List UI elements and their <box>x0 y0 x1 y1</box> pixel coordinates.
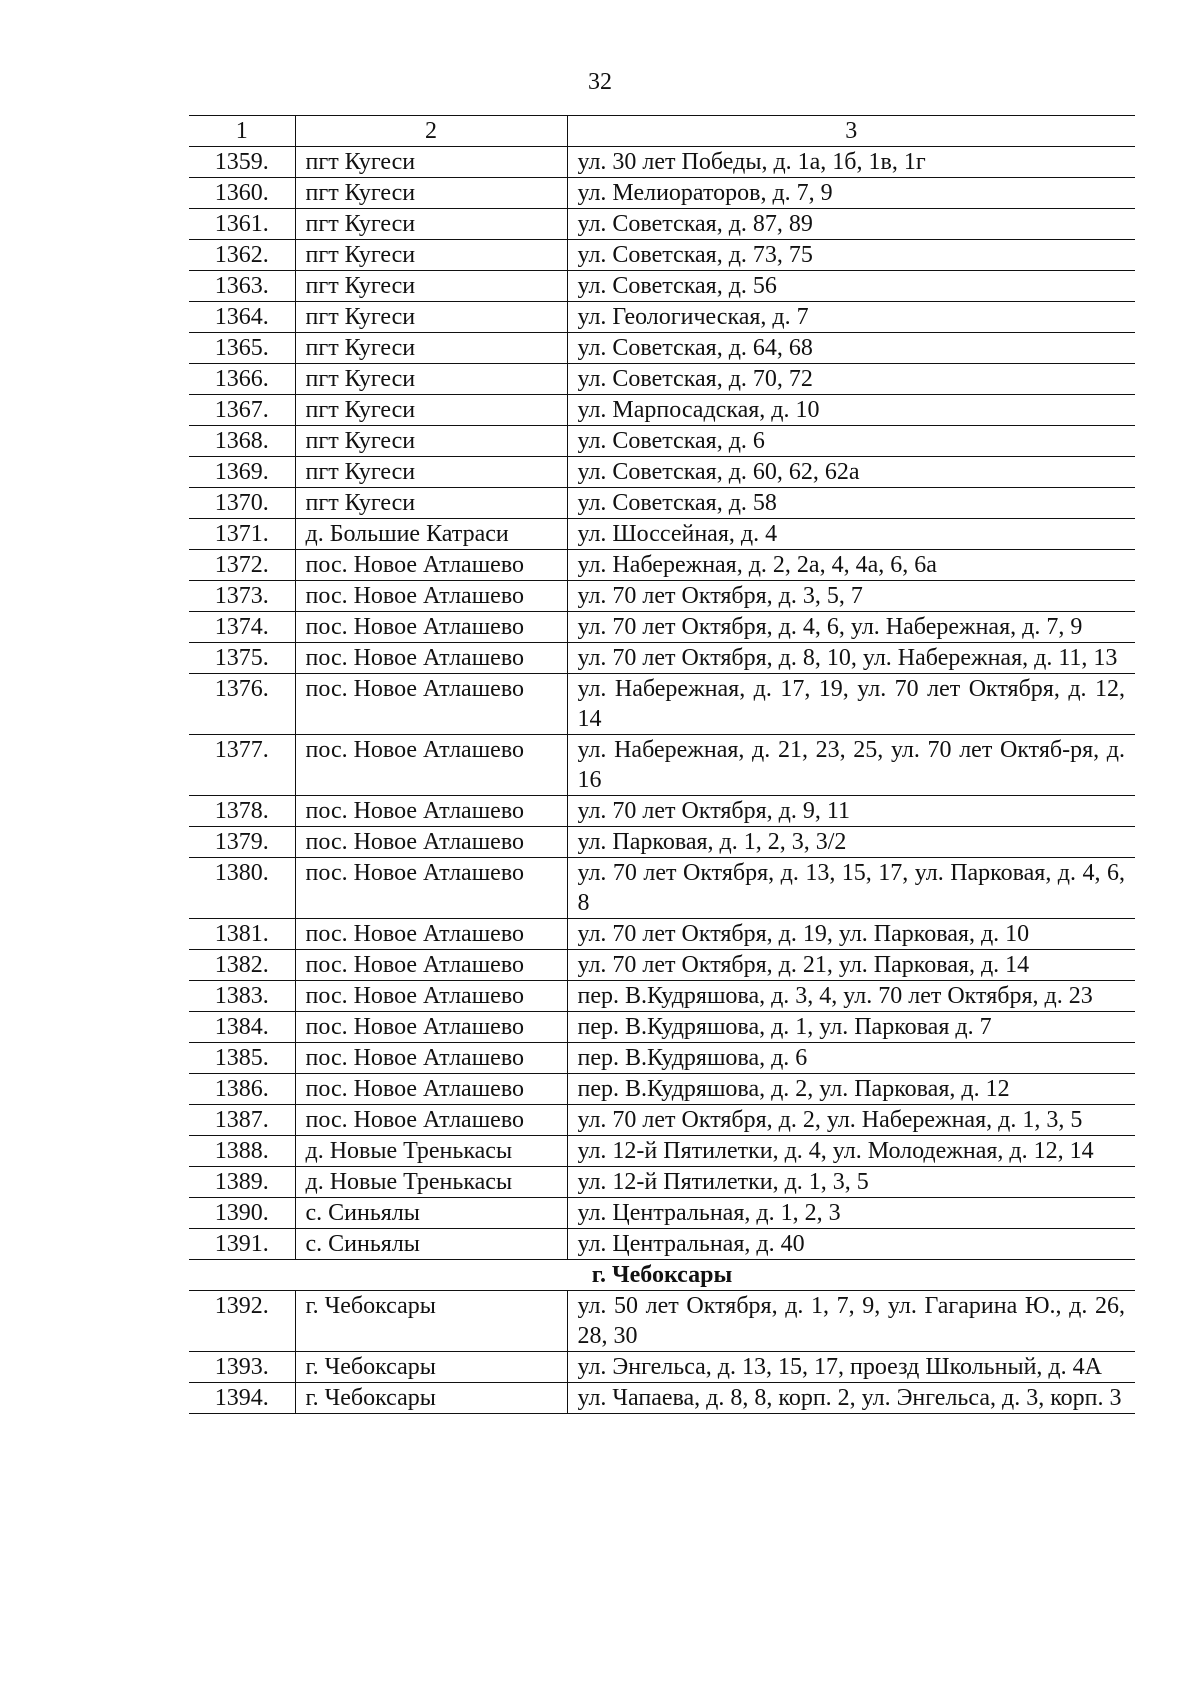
row-number: 1390. <box>214 1200 269 1226</box>
row-locality: с. Синьялы <box>295 1229 567 1260</box>
column-header-locality: 2 <box>295 116 567 147</box>
row-number: 1372. <box>214 552 269 578</box>
table-header-row <box>189 116 1135 147</box>
table-row <box>189 426 1135 457</box>
row-address: ул. 70 лет Октября, д. 21, ул. Парковая, д. 14 <box>567 950 1135 981</box>
row-locality: пос. Новое Атлашево <box>295 1074 567 1105</box>
column-header-number: 1 <box>235 118 248 144</box>
row-address: ул. 30 лет Победы, д. 1а, 1б, 1в, 1г <box>567 147 1135 178</box>
row-address: ул. Советская, д. 56 <box>567 271 1135 302</box>
row-number: 1362. <box>214 242 269 268</box>
page-number: 32 <box>588 69 612 95</box>
row-number: 1386. <box>214 1076 269 1102</box>
table-row <box>189 981 1135 1012</box>
row-locality: пос. Новое Атлашево <box>295 919 567 950</box>
row-number: 1377. <box>214 737 269 763</box>
row-locality: пгт Кугеси <box>295 395 567 426</box>
row-address: ул. Парковая, д. 1, 2, 3, 3/2 <box>567 827 1135 858</box>
row-locality: пгт Кугеси <box>295 271 567 302</box>
row-number: 1369. <box>214 459 269 485</box>
row-locality: г. Чебоксары <box>295 1352 567 1383</box>
row-address: ул. Набережная, д. 21, 23, 25, ул. 70 лет Октяб-ря, д. 16 <box>567 735 1135 796</box>
row-locality: пос. Новое Атлашево <box>295 612 567 643</box>
row-locality: пгт Кугеси <box>295 457 567 488</box>
table-row <box>189 271 1135 302</box>
row-address: ул. 70 лет Октября, д. 4, 6, ул. Набережная, д. 7, 9 <box>567 612 1135 643</box>
row-locality: пос. Новое Атлашево <box>295 735 567 796</box>
row-address: ул. 70 лет Октября, д. 2, ул. Набережная, д. 1, 3, 5 <box>567 1105 1135 1136</box>
row-number: 1394. <box>214 1385 269 1411</box>
row-locality: пос. Новое Атлашево <box>295 796 567 827</box>
table-row <box>189 1198 1135 1229</box>
row-locality: пос. Новое Атлашево <box>295 981 567 1012</box>
row-address: ул. Геологическая, д. 7 <box>567 302 1135 333</box>
row-number: 1373. <box>214 583 269 609</box>
table-row <box>189 1167 1135 1198</box>
row-number: 1363. <box>214 273 269 299</box>
table-row <box>189 581 1135 612</box>
table-row <box>189 333 1135 364</box>
table-row <box>189 302 1135 333</box>
row-address: ул. Набережная, д. 17, 19, ул. 70 лет Октября, д. 12, 14 <box>567 674 1135 735</box>
table-row <box>189 364 1135 395</box>
row-number: 1364. <box>214 304 269 330</box>
table-row <box>189 643 1135 674</box>
row-address: ул. Центральная, д. 1, 2, 3 <box>567 1198 1135 1229</box>
row-address: ул. Набережная, д. 2, 2а, 4, 4а, 6, 6а <box>567 550 1135 581</box>
row-number: 1392. <box>214 1293 269 1319</box>
table-row <box>189 1383 1135 1414</box>
row-locality: пос. Новое Атлашево <box>295 674 567 735</box>
row-address: ул. 70 лет Октября, д. 9, 11 <box>567 796 1135 827</box>
table-body <box>189 147 1135 1414</box>
row-number: 1391. <box>214 1231 269 1257</box>
column-header-address: 3 <box>567 116 1135 147</box>
row-address: ул. Мелиораторов, д. 7, 9 <box>567 178 1135 209</box>
table-row <box>189 735 1135 796</box>
table-row <box>189 1105 1135 1136</box>
table-row <box>189 488 1135 519</box>
address-table <box>189 115 1135 1414</box>
table-row <box>189 612 1135 643</box>
row-address: ул. Чапаева, д. 8, 8, корп. 2, ул. Энгельса, д. 3, корп. 3 <box>567 1383 1135 1414</box>
row-locality: пос. Новое Атлашево <box>295 1043 567 1074</box>
row-address: пер. В.Кудряшова, д. 6 <box>567 1043 1135 1074</box>
row-locality: пгт Кугеси <box>295 302 567 333</box>
table-row <box>189 1229 1135 1260</box>
row-number: 1368. <box>214 428 269 454</box>
table-row <box>189 950 1135 981</box>
row-locality: пгт Кугеси <box>295 426 567 457</box>
row-locality: пос. Новое Атлашево <box>295 550 567 581</box>
row-number: 1370. <box>214 490 269 516</box>
row-locality: пос. Новое Атлашево <box>295 643 567 674</box>
row-address: пер. В.Кудряшова, д. 3, 4, ул. 70 лет Октября, д. 23 <box>567 981 1135 1012</box>
row-number: 1380. <box>214 860 269 886</box>
table-row <box>189 1012 1135 1043</box>
row-number: 1382. <box>214 952 269 978</box>
row-address: ул. 70 лет Октября, д. 3, 5, 7 <box>567 581 1135 612</box>
row-address: пер. В.Кудряшова, д. 2, ул. Парковая, д. 12 <box>567 1074 1135 1105</box>
row-address: ул. Советская, д. 87, 89 <box>567 209 1135 240</box>
row-address: ул. Шоссейная, д. 4 <box>567 519 1135 550</box>
row-number: 1365. <box>214 335 269 361</box>
section-title: г. Чебоксары <box>591 1262 733 1288</box>
row-address: ул. Энгельса, д. 13, 15, 17, проезд Школьный, д. 4А <box>567 1352 1135 1383</box>
row-address: ул. 50 лет Октября, д. 1, 7, 9, ул. Гагарина Ю., д. 26, 28, 30 <box>567 1291 1135 1352</box>
table-row <box>189 674 1135 735</box>
row-locality: пгт Кугеси <box>295 364 567 395</box>
table-row <box>189 240 1135 271</box>
row-number: 1374. <box>214 614 269 640</box>
row-number: 1388. <box>214 1138 269 1164</box>
table-row <box>189 457 1135 488</box>
row-locality: пгт Кугеси <box>295 488 567 519</box>
table-row <box>189 1074 1135 1105</box>
row-locality: пос. Новое Атлашево <box>295 581 567 612</box>
row-number: 1360. <box>214 180 269 206</box>
row-number: 1385. <box>214 1045 269 1071</box>
row-address: ул. Марпосадская, д. 10 <box>567 395 1135 426</box>
row-address: ул. 12-й Пятилетки, д. 4, ул. Молодежная, д. 12, 14 <box>567 1136 1135 1167</box>
section-header-row <box>189 1260 1135 1291</box>
row-address: ул. Советская, д. 58 <box>567 488 1135 519</box>
row-address: ул. Советская, д. 70, 72 <box>567 364 1135 395</box>
row-locality: пос. Новое Атлашево <box>295 1105 567 1136</box>
row-locality: с. Синьялы <box>295 1198 567 1229</box>
row-number: 1367. <box>214 397 269 423</box>
row-address: ул. 12-й Пятилетки, д. 1, 3, 5 <box>567 1167 1135 1198</box>
row-locality: г. Чебоксары <box>295 1291 567 1352</box>
row-address: ул. 70 лет Октября, д. 13, 15, 17, ул. Парковая, д. 4, 6, 8 <box>567 858 1135 919</box>
row-number: 1393. <box>214 1354 269 1380</box>
row-number: 1371. <box>214 521 269 547</box>
table-row <box>189 395 1135 426</box>
row-locality: пгт Кугеси <box>295 147 567 178</box>
row-number: 1359. <box>214 149 269 175</box>
row-number: 1361. <box>214 211 269 237</box>
row-address: ул. Советская, д. 6 <box>567 426 1135 457</box>
row-address: ул. 70 лет Октября, д. 8, 10, ул. Набережная, д. 11, 13 <box>567 643 1135 674</box>
row-address: ул. 70 лет Октября, д. 19, ул. Парковая, д. 10 <box>567 919 1135 950</box>
row-locality: пгт Кугеси <box>295 240 567 271</box>
table-row <box>189 178 1135 209</box>
table-row <box>189 1043 1135 1074</box>
row-locality: пгт Кугеси <box>295 209 567 240</box>
row-number: 1379. <box>214 829 269 855</box>
table-row <box>189 1291 1135 1352</box>
row-address: ул. Советская, д. 64, 68 <box>567 333 1135 364</box>
table-row <box>189 1136 1135 1167</box>
row-number: 1384. <box>214 1014 269 1040</box>
row-number: 1389. <box>214 1169 269 1195</box>
table-row <box>189 209 1135 240</box>
row-address: ул. Советская, д. 60, 62, 62а <box>567 457 1135 488</box>
row-locality: пос. Новое Атлашево <box>295 858 567 919</box>
row-locality: г. Чебоксары <box>295 1383 567 1414</box>
row-number: 1387. <box>214 1107 269 1133</box>
row-address: ул. Центральная, д. 40 <box>567 1229 1135 1260</box>
table-row <box>189 796 1135 827</box>
row-locality: д. Новые Тренькасы <box>295 1136 567 1167</box>
row-locality: пгт Кугеси <box>295 178 567 209</box>
row-address: пер. В.Кудряшова, д. 1, ул. Парковая д. 7 <box>567 1012 1135 1043</box>
table-row <box>189 519 1135 550</box>
row-locality: пгт Кугеси <box>295 333 567 364</box>
row-address: ул. Советская, д. 73, 75 <box>567 240 1135 271</box>
row-number: 1375. <box>214 645 269 671</box>
table-row <box>189 858 1135 919</box>
table-row <box>189 919 1135 950</box>
table-row <box>189 147 1135 178</box>
row-locality: пос. Новое Атлашево <box>295 950 567 981</box>
row-number: 1366. <box>214 366 269 392</box>
row-locality: д. Новые Тренькасы <box>295 1167 567 1198</box>
row-number: 1378. <box>214 798 269 824</box>
row-locality: д. Большие Катраси <box>295 519 567 550</box>
row-locality: пос. Новое Атлашево <box>295 827 567 858</box>
table-row <box>189 827 1135 858</box>
table-row <box>189 1352 1135 1383</box>
row-locality: пос. Новое Атлашево <box>295 1012 567 1043</box>
table-row <box>189 550 1135 581</box>
row-number: 1381. <box>214 921 269 947</box>
row-number: 1383. <box>214 983 269 1009</box>
row-number: 1376. <box>214 676 269 702</box>
